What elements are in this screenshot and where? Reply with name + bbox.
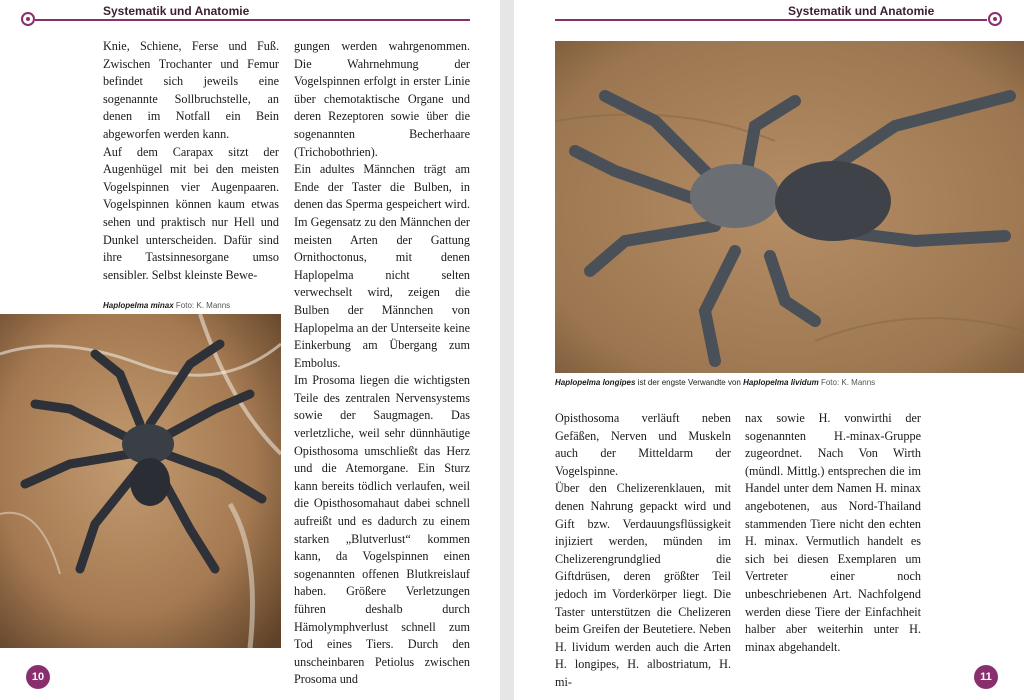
- spider-photo-illustration: [555, 41, 1024, 373]
- spider-photo-illustration: [0, 314, 281, 648]
- caption-species: Haplopelma minax: [103, 301, 174, 310]
- header-bullet-icon: [21, 12, 35, 26]
- page-number: 11: [974, 665, 998, 689]
- caption-text: ist der engste Verwandte von: [637, 378, 741, 387]
- photo-haplopelma-longipes: [555, 41, 1024, 373]
- text-column-1: [555, 410, 731, 692]
- text-column-1: [103, 38, 279, 284]
- caption-species: Haplopelma longipes: [555, 378, 636, 387]
- paragraph: Im Prosoma liegen die wichtigsten Teile des zentralen Nervensystems sowie der Saugmagen. Das verletzliche, weil sehr dünnhäutige Opisthosoma umschließt das Herz und die Atemorgane. Ein Sturz kann bereits tödlich verlaufen, weil die Opisthosomahaut dabei schnell aufreißt und es dadurch zu einem starken „Blutverlust“ kommen kann, da Vogelspinnen einen sogenannten offenen Blutkreislauf haben. Größere Verletzungen führen deshalb durch Hämolymphverlust schnell zum Tod eines Tiers. Durch den unscheinbaren Petiolus zwischen Prosoma und: [294, 373, 470, 687]
- caption-credit: Foto: K. Manns: [820, 378, 876, 387]
- photo-haplopelma-minax: [0, 314, 281, 648]
- book-gutter: [500, 0, 514, 700]
- photo-caption: [555, 378, 875, 387]
- running-header: Systematik und Anatomie: [103, 4, 250, 18]
- running-header: Systematik und Anatomie: [788, 4, 935, 18]
- caption-species-2: Haplopelma lividum: [743, 378, 819, 387]
- header-rule: [35, 19, 470, 21]
- text-column-2: [294, 38, 470, 689]
- left-page: [0, 0, 500, 700]
- paragraph: Auf dem Carapax sitzt der Augenhügel mit bei den meisten Vogelspinnen vier Augenpaaren. Vogelspinnen können kaum etwas sehen und praktisch nur Hell und Dunkel unterscheiden. Dafür sind ihre Tastsinnesorgane umso sensibler. Selbst kleinste Bewe-: [103, 144, 279, 282]
- paragraph: nax sowie H. vonwirthi der sogenannten H.-minax-Gruppe zugeordnet. Nach Von Wirth (mündl. Mittlg.) entsprechen die im Handel unter dem Namen H. minax angebotenen, aus Nord-Thailand stammenden Tiere nicht den echten H. minax. Vermutlich handelt es sich bei diesen Exemplaren um Vertreter einer noch unbeschriebenen Art. Nachfolgend werden diese Tiere der Einfachheit halber aber weiterhin unter H. minax abgehandelt.: [745, 411, 921, 654]
- paragraph: Über den Chelizerenklauen, mit denen Nahrung gepackt wird und Gift bzw. Verdauungsflüssigkeit injiziert werden, münden im Chelizerengrundglied die Giftdrüsen, deren größter Teil jedoch im Vorderkörper liegt. Die Taster unterstützen die Chelizeren beim Greifen der Beutetiere. Neben H. lividum werden auch die Arten H. longipes, H. albostriatum, H. mi-: [555, 481, 731, 689]
- page-number: 10: [26, 665, 50, 689]
- paragraph: gungen werden wahrgenommen. Die Wahrnehmung der Vogelspinnen erfolgt in erster Linie über chemotaktische Organe und deren Rezeptoren sowie über die sogenannten Becherhaare (Trichobothrien).: [294, 39, 470, 159]
- caption-credit: Foto: K. Manns: [175, 301, 231, 310]
- paragraph: Knie, Schiene, Ferse und Fuß. Zwischen Trochanter und Femur befindet sich jeweils eine sogenannte Sollbruchstelle, an denen im Notfall ein Bein abgeworfen werden kann.: [103, 39, 279, 141]
- paragraph: Opisthosoma verläuft neben Gefäßen, Nerven und Muskeln auch der Mitteldarm der Vogelspinne.: [555, 411, 731, 478]
- paragraph: Ein adultes Männchen trägt am Ende der Taster die Bulben, in denen das Sperma gespeichert wird. Im Gegensatz zu den Männchen der meisten Arten der Gattung Ornithoctonus, mit denen Haplopelma nicht selten verwechselt wird, zeigen die Bulben der Männchen von Haplopelma an der Unterseite keine Einkerbung am Übergang zum Embolus.: [294, 162, 470, 370]
- header-bullet-icon: [988, 12, 1002, 26]
- right-page: [514, 0, 1024, 700]
- header-rule: [555, 19, 987, 21]
- photo-caption: [103, 301, 230, 310]
- text-column-2: [745, 410, 921, 656]
